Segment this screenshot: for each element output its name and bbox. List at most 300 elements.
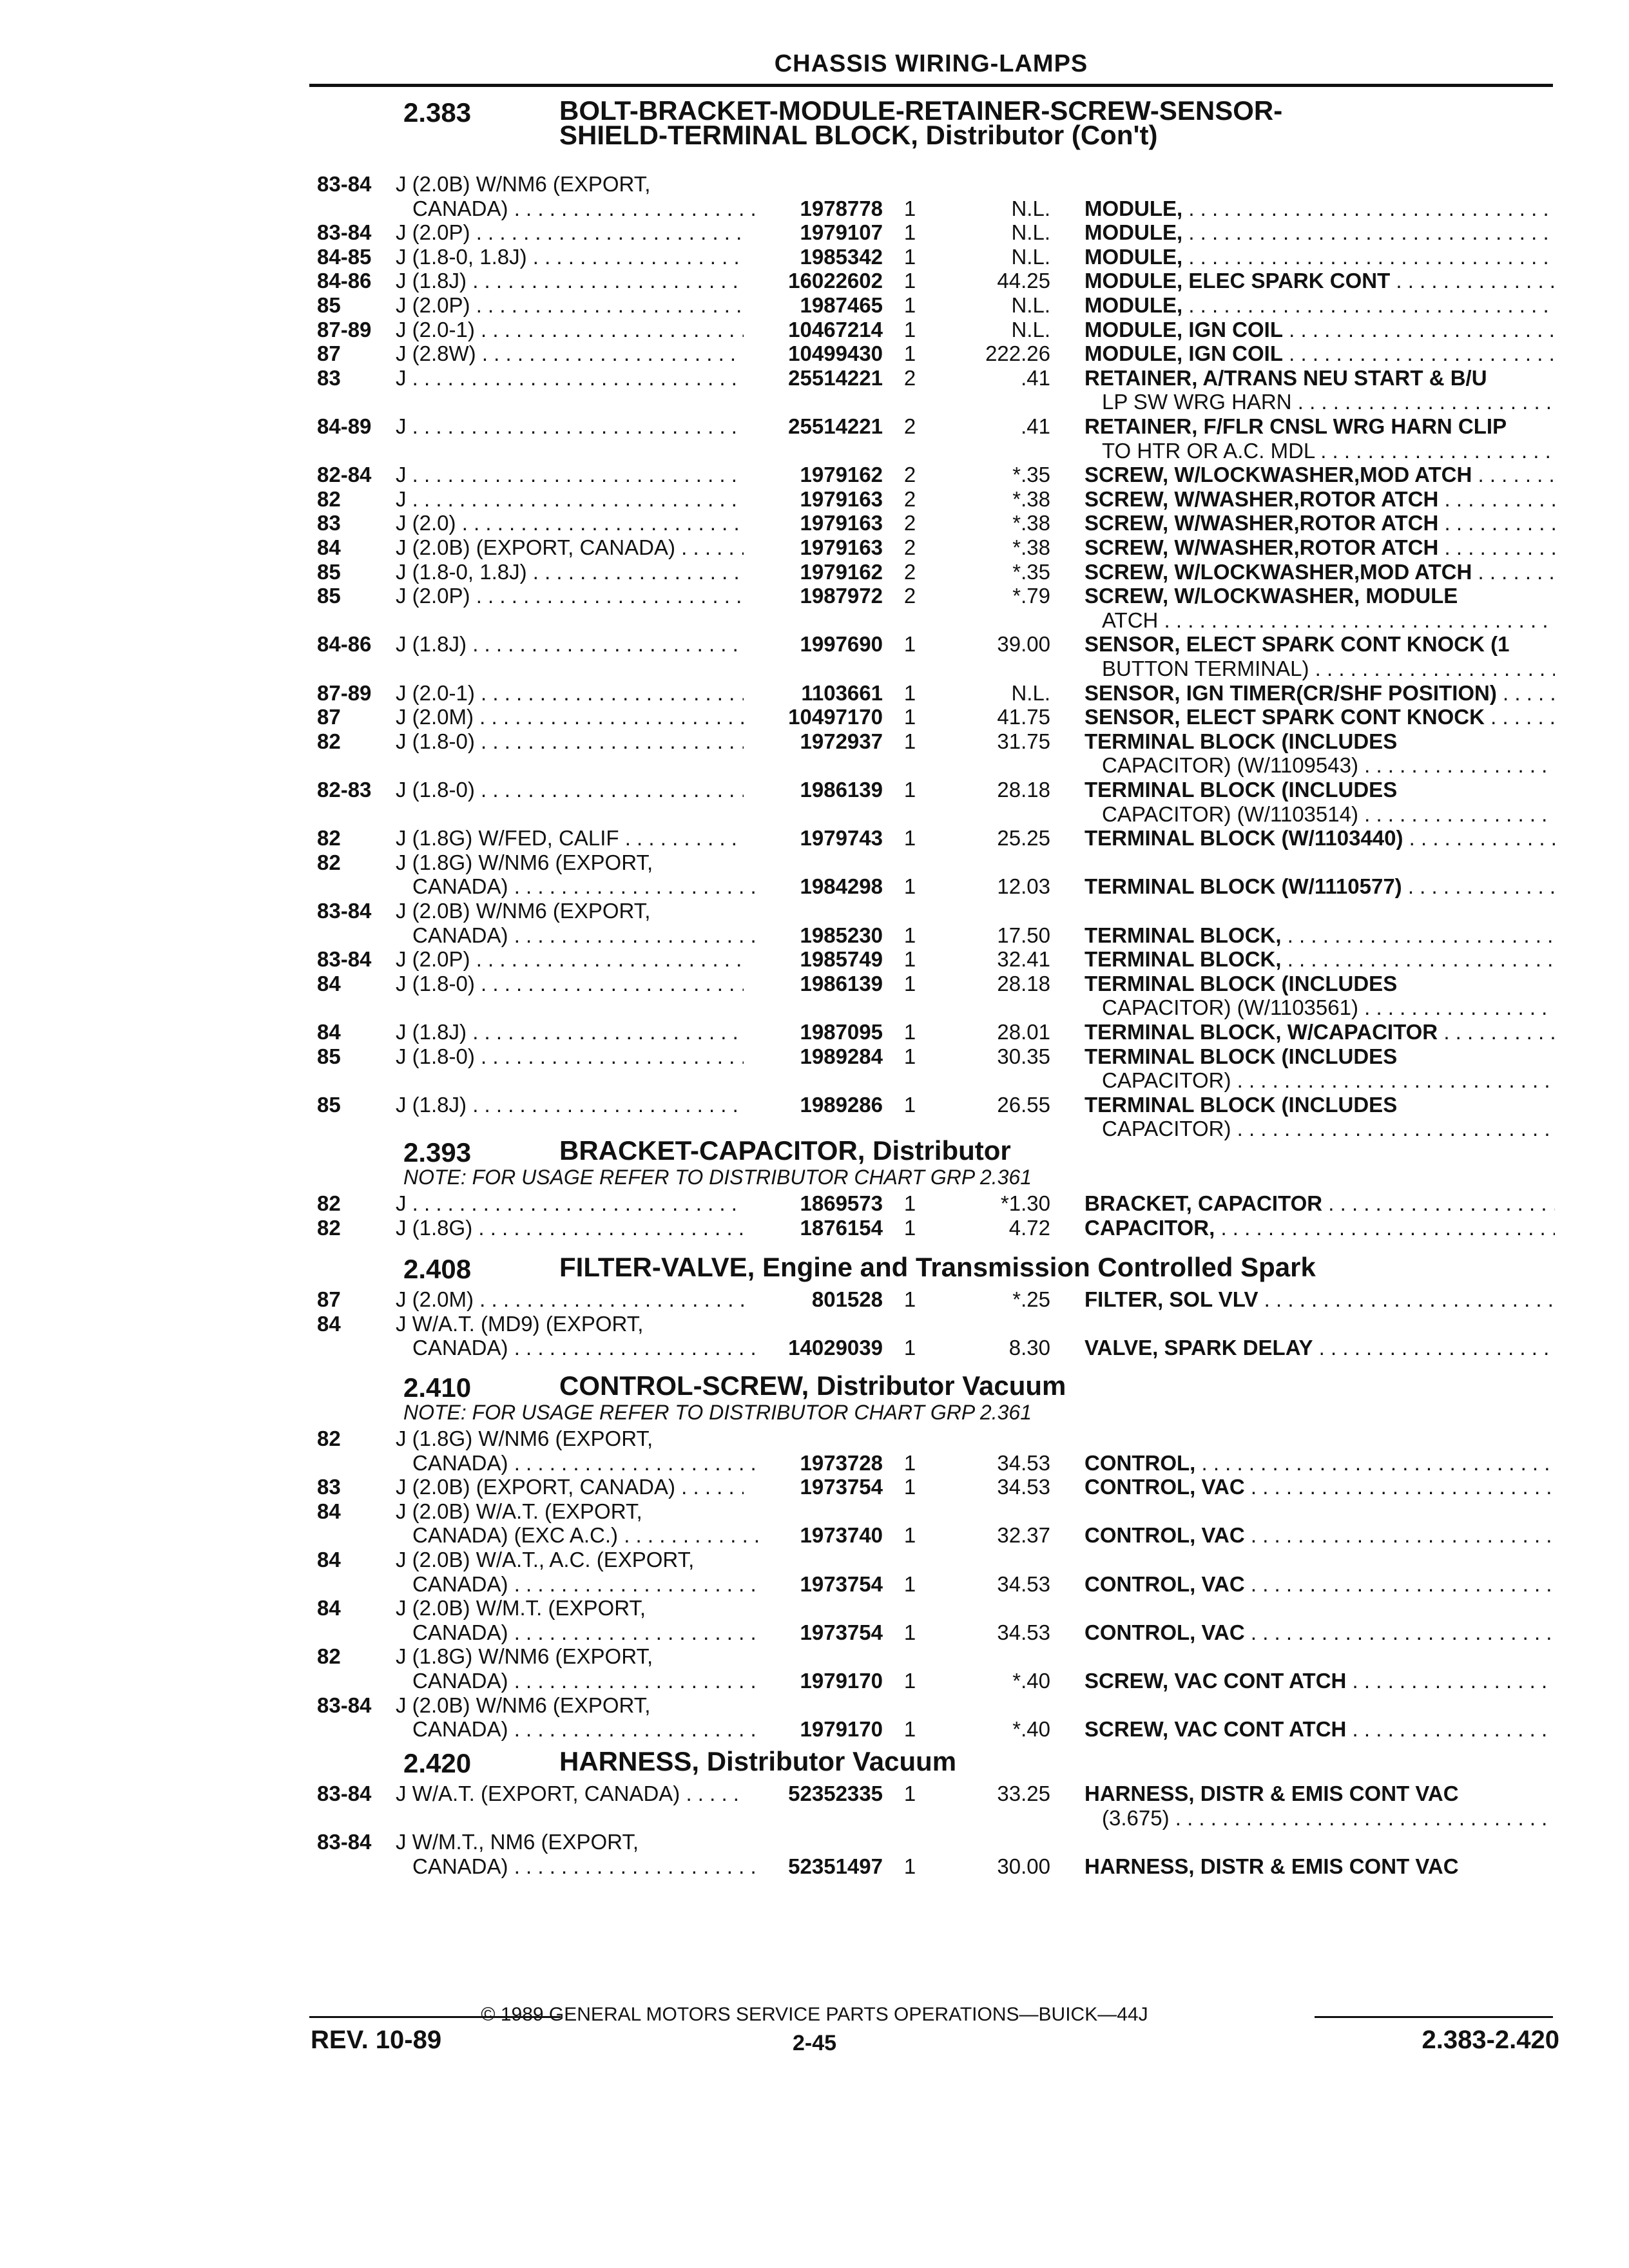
price: 28.01 <box>997 1020 1050 1044</box>
usage-text: J (1.8-0) . . . <box>396 1044 744 1069</box>
quantity: 1 <box>903 293 916 317</box>
description-text: SENSOR, ELECT SPARK CONT KNOCK (1 <box>1084 632 1510 657</box>
description <box>1084 1287 1555 1312</box>
table-row <box>0 1068 1629 1093</box>
description <box>1084 705 1555 729</box>
table-row <box>0 1499 1629 1524</box>
table-row <box>0 778 1629 802</box>
part-number: 1972937 <box>800 729 883 753</box>
quantity: 2 <box>903 584 916 608</box>
description <box>1084 972 1555 996</box>
price: N.L. <box>1011 317 1050 341</box>
table-row <box>0 535 1629 560</box>
description-text: CONTROL, VAC <box>1084 1571 1245 1596</box>
price: 8.30 <box>1008 1336 1050 1360</box>
quantity: 1 <box>903 1092 916 1117</box>
part-number: 1989284 <box>800 1044 883 1068</box>
usage-text: J (2.0P) . . . <box>396 584 744 608</box>
price: 222.26 <box>985 341 1050 366</box>
description-text: TERMINAL BLOCK (W/1110577) <box>1084 874 1402 899</box>
table-row <box>0 220 1629 245</box>
description-text: MODULE, <box>1084 196 1183 220</box>
description-text: SCREW, W/WASHER,ROTOR ATCH <box>1084 486 1439 511</box>
table-row <box>0 1523 1629 1548</box>
part-number: 1989286 <box>800 1092 883 1117</box>
part-number: 1986139 <box>800 778 883 802</box>
description-continued: CAPACITOR) (W/1103561) . . . <box>1102 995 1555 1020</box>
model-year: 85 <box>317 1092 341 1117</box>
usage-text: CANADA) . . . <box>396 1717 760 1742</box>
description-continued: CAPACITOR) . . . <box>1102 1117 1555 1141</box>
description <box>1084 826 1555 850</box>
quantity: 2 <box>903 414 916 438</box>
description-text: BRACKET, CAPACITOR <box>1084 1191 1323 1215</box>
price: 34.53 <box>997 1475 1050 1499</box>
table-row <box>0 1093 1629 1117</box>
table-row <box>0 1548 1629 1572</box>
usage-text: CANADA) . . . <box>396 1572 760 1597</box>
quantity: 2 <box>903 511 916 535</box>
part-number: 1973754 <box>800 1475 883 1499</box>
description-text: CAPACITOR, <box>1084 1215 1215 1240</box>
usage-text: J (2.0B) W/NM6 (EXPORT, <box>396 172 651 196</box>
quantity: 1 <box>903 1717 916 1742</box>
header-rule <box>309 84 1553 87</box>
quantity: 1 <box>903 778 916 802</box>
model-year: 83-84 <box>317 172 372 196</box>
model-year: 83 <box>317 1475 341 1499</box>
model-year: 82 <box>317 1427 341 1450</box>
price: *.38 <box>1012 511 1050 535</box>
model-year: 83-84 <box>317 1782 372 1805</box>
usage-text: J (1.8-0) . . . <box>396 778 744 802</box>
part-number: 801528 <box>811 1287 883 1311</box>
part-number: 1979162 <box>800 463 883 487</box>
usage-text: J (2.0B) (EXPORT, CANADA) . . . <box>396 535 744 560</box>
section-heading-line: HARNESS, Distributor Vacuum <box>559 1746 957 1776</box>
part-number: 1987465 <box>800 293 883 317</box>
usage-text: J (1.8G) W/NM6 (EXPORT, <box>396 1427 653 1450</box>
description <box>1084 1020 1555 1044</box>
description <box>1084 1717 1555 1742</box>
price: 30.35 <box>997 1044 1050 1068</box>
usage-text: J (2.0B) W/A.T. (EXPORT, <box>396 1499 642 1523</box>
description-text: MODULE, IGN COIL <box>1084 317 1283 341</box>
description <box>1084 1669 1555 1693</box>
part-number: 1997690 <box>800 632 883 657</box>
part-number: 1987972 <box>800 584 883 608</box>
table-row <box>0 729 1629 754</box>
description <box>1084 293 1555 318</box>
price: *.40 <box>1012 1717 1050 1742</box>
model-year: 84 <box>317 971 341 995</box>
description-text: TERMINAL BLOCK (INCLUDES <box>1084 778 1398 802</box>
part-number: 1973740 <box>800 1523 883 1548</box>
table-row <box>0 826 1629 850</box>
table-row <box>0 1830 1629 1854</box>
table-row <box>0 657 1629 681</box>
model-year: 84-89 <box>317 414 372 438</box>
table-row <box>0 463 1629 487</box>
usage-text: J . . . <box>396 414 744 439</box>
table-row <box>0 802 1629 827</box>
description-continued: CAPACITOR) (W/1109543) . . . <box>1102 753 1555 778</box>
quantity: 2 <box>903 365 916 390</box>
usage-text: J (2.0M) . . . <box>396 705 744 729</box>
usage-text: J (1.8-0, 1.8J) . . . <box>396 245 744 269</box>
model-year: 83-84 <box>317 1693 372 1717</box>
description <box>1084 681 1555 706</box>
table-row <box>0 1717 1629 1742</box>
usage-text: J (2.0B) W/M.T. (EXPORT, <box>396 1596 646 1620</box>
model-year: 82 <box>317 729 341 753</box>
description <box>1084 197 1555 221</box>
part-number: 1979163 <box>800 511 883 535</box>
price: N.L. <box>1011 196 1050 220</box>
usage-text: J (1.8J) . . . <box>396 269 744 293</box>
footer-group-range: 2.383-2.420 <box>1422 2026 1559 2054</box>
quantity: 1 <box>903 1450 916 1475</box>
model-year: 83 <box>317 365 341 390</box>
price: 25.25 <box>997 826 1050 850</box>
quantity: 1 <box>903 1854 916 1878</box>
usage-note: NOTE: FOR USAGE REFER TO DISTRIBUTOR CHART GRP 2.361 <box>403 1401 1032 1424</box>
price: N.L. <box>1011 220 1050 245</box>
quantity: 2 <box>903 463 916 487</box>
model-year: 84 <box>317 535 341 559</box>
section-title <box>403 1135 1563 1168</box>
quantity: 1 <box>903 874 916 899</box>
part-number: 1979163 <box>800 535 883 559</box>
quantity: 1 <box>903 317 916 341</box>
part-number: 1979170 <box>800 1669 883 1693</box>
section-heading-line: SHIELD-TERMINAL BLOCK, Distributor (Con't) <box>559 120 1158 150</box>
description <box>1084 1782 1555 1806</box>
description-text: TERMINAL BLOCK (W/1103440) <box>1084 826 1403 850</box>
usage-text: CANADA) . . . <box>396 923 760 948</box>
description <box>1084 220 1555 245</box>
section-title <box>403 1746 1563 1778</box>
description <box>1084 778 1555 802</box>
usage-text: J (2.0P) . . . <box>396 293 744 318</box>
price: 34.53 <box>997 1571 1050 1596</box>
quantity: 1 <box>903 1669 916 1693</box>
table-row <box>0 1669 1629 1693</box>
price: 32.37 <box>997 1523 1050 1548</box>
usage-text: J (1.8J) . . . <box>396 1020 744 1044</box>
usage-text: J (1.8G) . . . <box>396 1216 744 1240</box>
usage-text: J (1.8J) . . . <box>396 1093 744 1117</box>
usage-note: NOTE: FOR USAGE REFER TO DISTRIBUTOR CHART GRP 2.361 <box>403 1166 1032 1189</box>
part-number: 1986139 <box>800 971 883 995</box>
description <box>1084 1044 1555 1069</box>
description-text: MODULE, ELEC SPARK CONT <box>1084 269 1391 293</box>
quantity: 1 <box>903 1620 916 1644</box>
table-row <box>0 705 1629 729</box>
table-row <box>0 1044 1629 1069</box>
usage-text: J (1.8G) W/NM6 (EXPORT, <box>396 850 653 874</box>
quantity: 1 <box>903 1287 916 1311</box>
part-number: 1979162 <box>800 559 883 584</box>
description <box>1084 463 1555 487</box>
description-continued: CAPACITOR) . . . <box>1102 1068 1555 1093</box>
price: N.L. <box>1011 293 1050 317</box>
description <box>1084 923 1555 948</box>
description-continued: ATCH . . . <box>1102 608 1555 633</box>
part-number: 1973754 <box>800 1620 883 1644</box>
price: 33.25 <box>997 1782 1050 1805</box>
table-row <box>0 632 1629 657</box>
table-row <box>0 1020 1629 1044</box>
model-year: 82 <box>317 1191 341 1215</box>
model-year: 87 <box>317 341 341 366</box>
part-number: 1985230 <box>800 923 883 947</box>
part-number: 1985749 <box>800 947 883 972</box>
usage-text: J (1.8G) W/NM6 (EXPORT, <box>396 1644 653 1669</box>
usage-text: J W/A.T. (MD9) (EXPORT, <box>396 1311 644 1336</box>
description-text: TERMINAL BLOCK (INCLUDES <box>1084 1092 1398 1117</box>
table-row <box>0 947 1629 972</box>
quantity: 1 <box>903 826 916 850</box>
model-year: 84-86 <box>317 632 372 657</box>
section-number: 2.420 <box>403 1748 472 1778</box>
usage-text: J . . . <box>396 487 744 512</box>
model-year: 85 <box>317 559 341 584</box>
description-text: TERMINAL BLOCK (INCLUDES <box>1084 729 1398 753</box>
quantity: 1 <box>903 1215 916 1240</box>
usage-text: CANADA) . . . <box>396 1854 760 1879</box>
price: 12.03 <box>997 874 1050 899</box>
table-row <box>0 1806 1629 1831</box>
part-number: 1979107 <box>800 220 883 245</box>
description-text: SCREW, W/LOCKWASHER, MODULE <box>1084 584 1458 608</box>
description-text: HARNESS, DISTR & EMIS CONT VAC <box>1084 1782 1459 1805</box>
description-text: SENSOR, ELECT SPARK CONT KNOCK <box>1084 705 1485 729</box>
price: .41 <box>1021 365 1050 390</box>
description-text: MODULE, <box>1084 293 1183 317</box>
quantity: 2 <box>903 486 916 511</box>
table-row <box>0 899 1629 923</box>
description <box>1084 632 1555 657</box>
table-row <box>0 972 1629 996</box>
table-row <box>0 995 1629 1020</box>
description <box>1084 1093 1555 1117</box>
quantity: 1 <box>903 341 916 366</box>
model-year: 87-89 <box>317 317 372 341</box>
model-year: 85 <box>317 1044 341 1068</box>
usage-text: CANADA) . . . <box>396 1620 760 1645</box>
description <box>1084 874 1555 899</box>
price: 41.75 <box>997 705 1050 729</box>
model-year: 84 <box>317 1548 341 1571</box>
quantity: 1 <box>903 220 916 245</box>
model-year: 84 <box>317 1596 341 1620</box>
section-heading-line: CONTROL-SCREW, Distributor Vacuum <box>559 1370 1066 1401</box>
usage-text: J (2.0B) (EXPORT, CANADA) . . . <box>396 1475 744 1499</box>
usage-text: J (2.0-1) . . . <box>396 318 744 342</box>
description <box>1084 1451 1555 1475</box>
quantity: 1 <box>903 632 916 657</box>
price: *.25 <box>1012 1287 1050 1311</box>
description-text: MODULE, IGN COIL <box>1084 341 1283 366</box>
usage-text: J (2.0-1) . . . <box>396 681 744 706</box>
model-year: 83-84 <box>317 220 372 245</box>
usage-text: CANADA) . . . <box>396 1451 760 1475</box>
description <box>1084 1854 1555 1879</box>
description-text: CONTROL, VAC <box>1084 1620 1245 1644</box>
usage-text: CANADA) . . . <box>396 197 760 221</box>
footer-revision: REV. 10-89 <box>311 2026 442 2054</box>
description-text: FILTER, SOL VLV <box>1084 1287 1258 1311</box>
table-row <box>0 850 1629 875</box>
part-number: 1987095 <box>800 1020 883 1044</box>
description-text: SCREW, VAC CONT ATCH <box>1084 1717 1347 1742</box>
model-year: 85 <box>317 584 341 608</box>
table-row <box>0 1854 1629 1879</box>
usage-text: J (2.0B) W/A.T., A.C. (EXPORT, <box>396 1548 695 1571</box>
usage-text: J (1.8-0, 1.8J) . . . <box>396 560 744 584</box>
table-row <box>0 293 1629 318</box>
section-number: 2.383 <box>403 97 472 128</box>
usage-text: CANADA) . . . <box>396 874 760 899</box>
price: *.79 <box>1012 584 1050 608</box>
quantity: 1 <box>903 1523 916 1548</box>
table-row <box>0 341 1629 366</box>
part-number: 10467214 <box>788 317 883 341</box>
table-row <box>0 560 1629 584</box>
quantity: 1 <box>903 971 916 995</box>
table-row <box>0 1427 1629 1451</box>
section-heading-line: BOLT-BRACKET-MODULE-RETAINER-SCREW-SENSOR- <box>559 95 1283 126</box>
model-year: 82-84 <box>317 463 372 487</box>
model-year: 83-84 <box>317 899 372 923</box>
description <box>1084 487 1555 512</box>
description-text: MODULE, <box>1084 244 1183 269</box>
model-year: 82 <box>317 1215 341 1240</box>
description <box>1084 1523 1555 1548</box>
model-year: 83-84 <box>317 947 372 972</box>
description <box>1084 560 1555 584</box>
model-year: 82 <box>317 850 341 874</box>
quantity: 1 <box>903 1020 916 1044</box>
table-row <box>0 681 1629 706</box>
price: 17.50 <box>997 923 1050 947</box>
description-text: MODULE, <box>1084 220 1183 245</box>
description-text: SCREW, W/LOCKWASHER,MOD ATCH <box>1084 559 1472 584</box>
usage-text: J (1.8J) . . . <box>396 632 744 657</box>
usage-text: CANADA) . . . <box>396 1669 760 1693</box>
description <box>1084 245 1555 269</box>
price: 28.18 <box>997 971 1050 995</box>
usage-text: J . . . <box>396 1191 744 1216</box>
quantity: 1 <box>903 1571 916 1596</box>
part-number: 52352335 <box>788 1782 883 1805</box>
description-text: CONTROL, VAC <box>1084 1475 1245 1499</box>
table-row <box>0 439 1629 463</box>
description-text: SENSOR, IGN TIMER(CR/SHF POSITION) <box>1084 680 1497 705</box>
part-number: 1984298 <box>800 874 883 899</box>
section-heading-line: FILTER-VALVE, Engine and Transmission Controlled Spark <box>559 1252 1316 1282</box>
description-continued: CAPACITOR) (W/1103514) . . . <box>1102 802 1555 827</box>
description-text: HARNESS, DISTR & EMIS CONT VAC <box>1084 1854 1459 1878</box>
quantity: 1 <box>903 729 916 753</box>
description-text: VALVE, SPARK DELAY <box>1084 1336 1313 1360</box>
price: 39.00 <box>997 632 1050 657</box>
table-row <box>0 1475 1629 1499</box>
quantity: 2 <box>903 559 916 584</box>
usage-text: J (2.0P) . . . <box>396 220 744 245</box>
description <box>1084 1620 1555 1645</box>
quantity: 1 <box>903 923 916 947</box>
model-year: 82 <box>317 1644 341 1669</box>
usage-text: J W/M.T., NM6 (EXPORT, <box>396 1830 639 1854</box>
table-row <box>0 1287 1629 1312</box>
description-text: CONTROL, VAC <box>1084 1523 1245 1548</box>
usage-text: J (2.0M) . . . <box>396 1287 744 1312</box>
description-text: SCREW, W/LOCKWASHER,MOD ATCH <box>1084 463 1472 487</box>
quantity: 1 <box>903 1475 916 1499</box>
usage-text: J . . . <box>396 463 744 487</box>
table-row <box>0 1620 1629 1645</box>
description <box>1084 1475 1555 1499</box>
quantity: 1 <box>903 1782 916 1805</box>
usage-text: J (1.8-0) . . . <box>396 729 744 754</box>
description <box>1084 947 1555 972</box>
price: N.L. <box>1011 680 1050 705</box>
price: 4.72 <box>1008 1215 1050 1240</box>
description-text: TERMINAL BLOCK, W/CAPACITOR <box>1084 1020 1438 1044</box>
table-row <box>0 390 1629 414</box>
part-number: 1869573 <box>800 1191 883 1215</box>
part-number: 1876154 <box>800 1215 883 1240</box>
quantity: 2 <box>903 535 916 559</box>
description <box>1084 366 1555 390</box>
page-header-title: CHASSIS WIRING-LAMPS <box>774 50 1088 77</box>
quantity: 1 <box>903 269 916 293</box>
description <box>1084 1572 1555 1597</box>
price: 34.53 <box>997 1450 1050 1475</box>
table-row <box>0 874 1629 899</box>
description-text: CONTROL, <box>1084 1450 1196 1475</box>
description <box>1084 584 1555 608</box>
table-row <box>0 1312 1629 1336</box>
table-row <box>0 1572 1629 1597</box>
description <box>1084 341 1555 366</box>
price: *.38 <box>1012 486 1050 511</box>
price: 32.41 <box>997 947 1050 972</box>
table-row <box>0 1191 1629 1216</box>
description-continued: (3.675) . . . <box>1102 1806 1555 1831</box>
model-year: 83-84 <box>317 1830 372 1854</box>
part-number: 1973754 <box>800 1571 883 1596</box>
model-year: 82 <box>317 826 341 850</box>
price: 30.00 <box>997 1854 1050 1878</box>
part-number: 1973728 <box>800 1450 883 1475</box>
part-number: 25514221 <box>788 365 883 390</box>
description <box>1084 729 1555 754</box>
description-text: RETAINER, F/FLR CNSL WRG HARN CLIP <box>1084 414 1507 438</box>
table-row <box>0 753 1629 778</box>
price: 31.75 <box>997 729 1050 753</box>
model-year: 84-85 <box>317 244 372 269</box>
model-year: 84 <box>317 1499 341 1523</box>
quantity: 1 <box>903 705 916 729</box>
description-continued: TO HTR OR A.C. MDL . . . <box>1102 439 1555 463</box>
model-year: 82 <box>317 486 341 511</box>
footer-copyright: © 1989 GENERAL MOTORS SERVICE PARTS OPERATIONS—BUICK—44J <box>481 2004 1148 2025</box>
price: *.35 <box>1012 463 1050 487</box>
table-row <box>0 487 1629 512</box>
